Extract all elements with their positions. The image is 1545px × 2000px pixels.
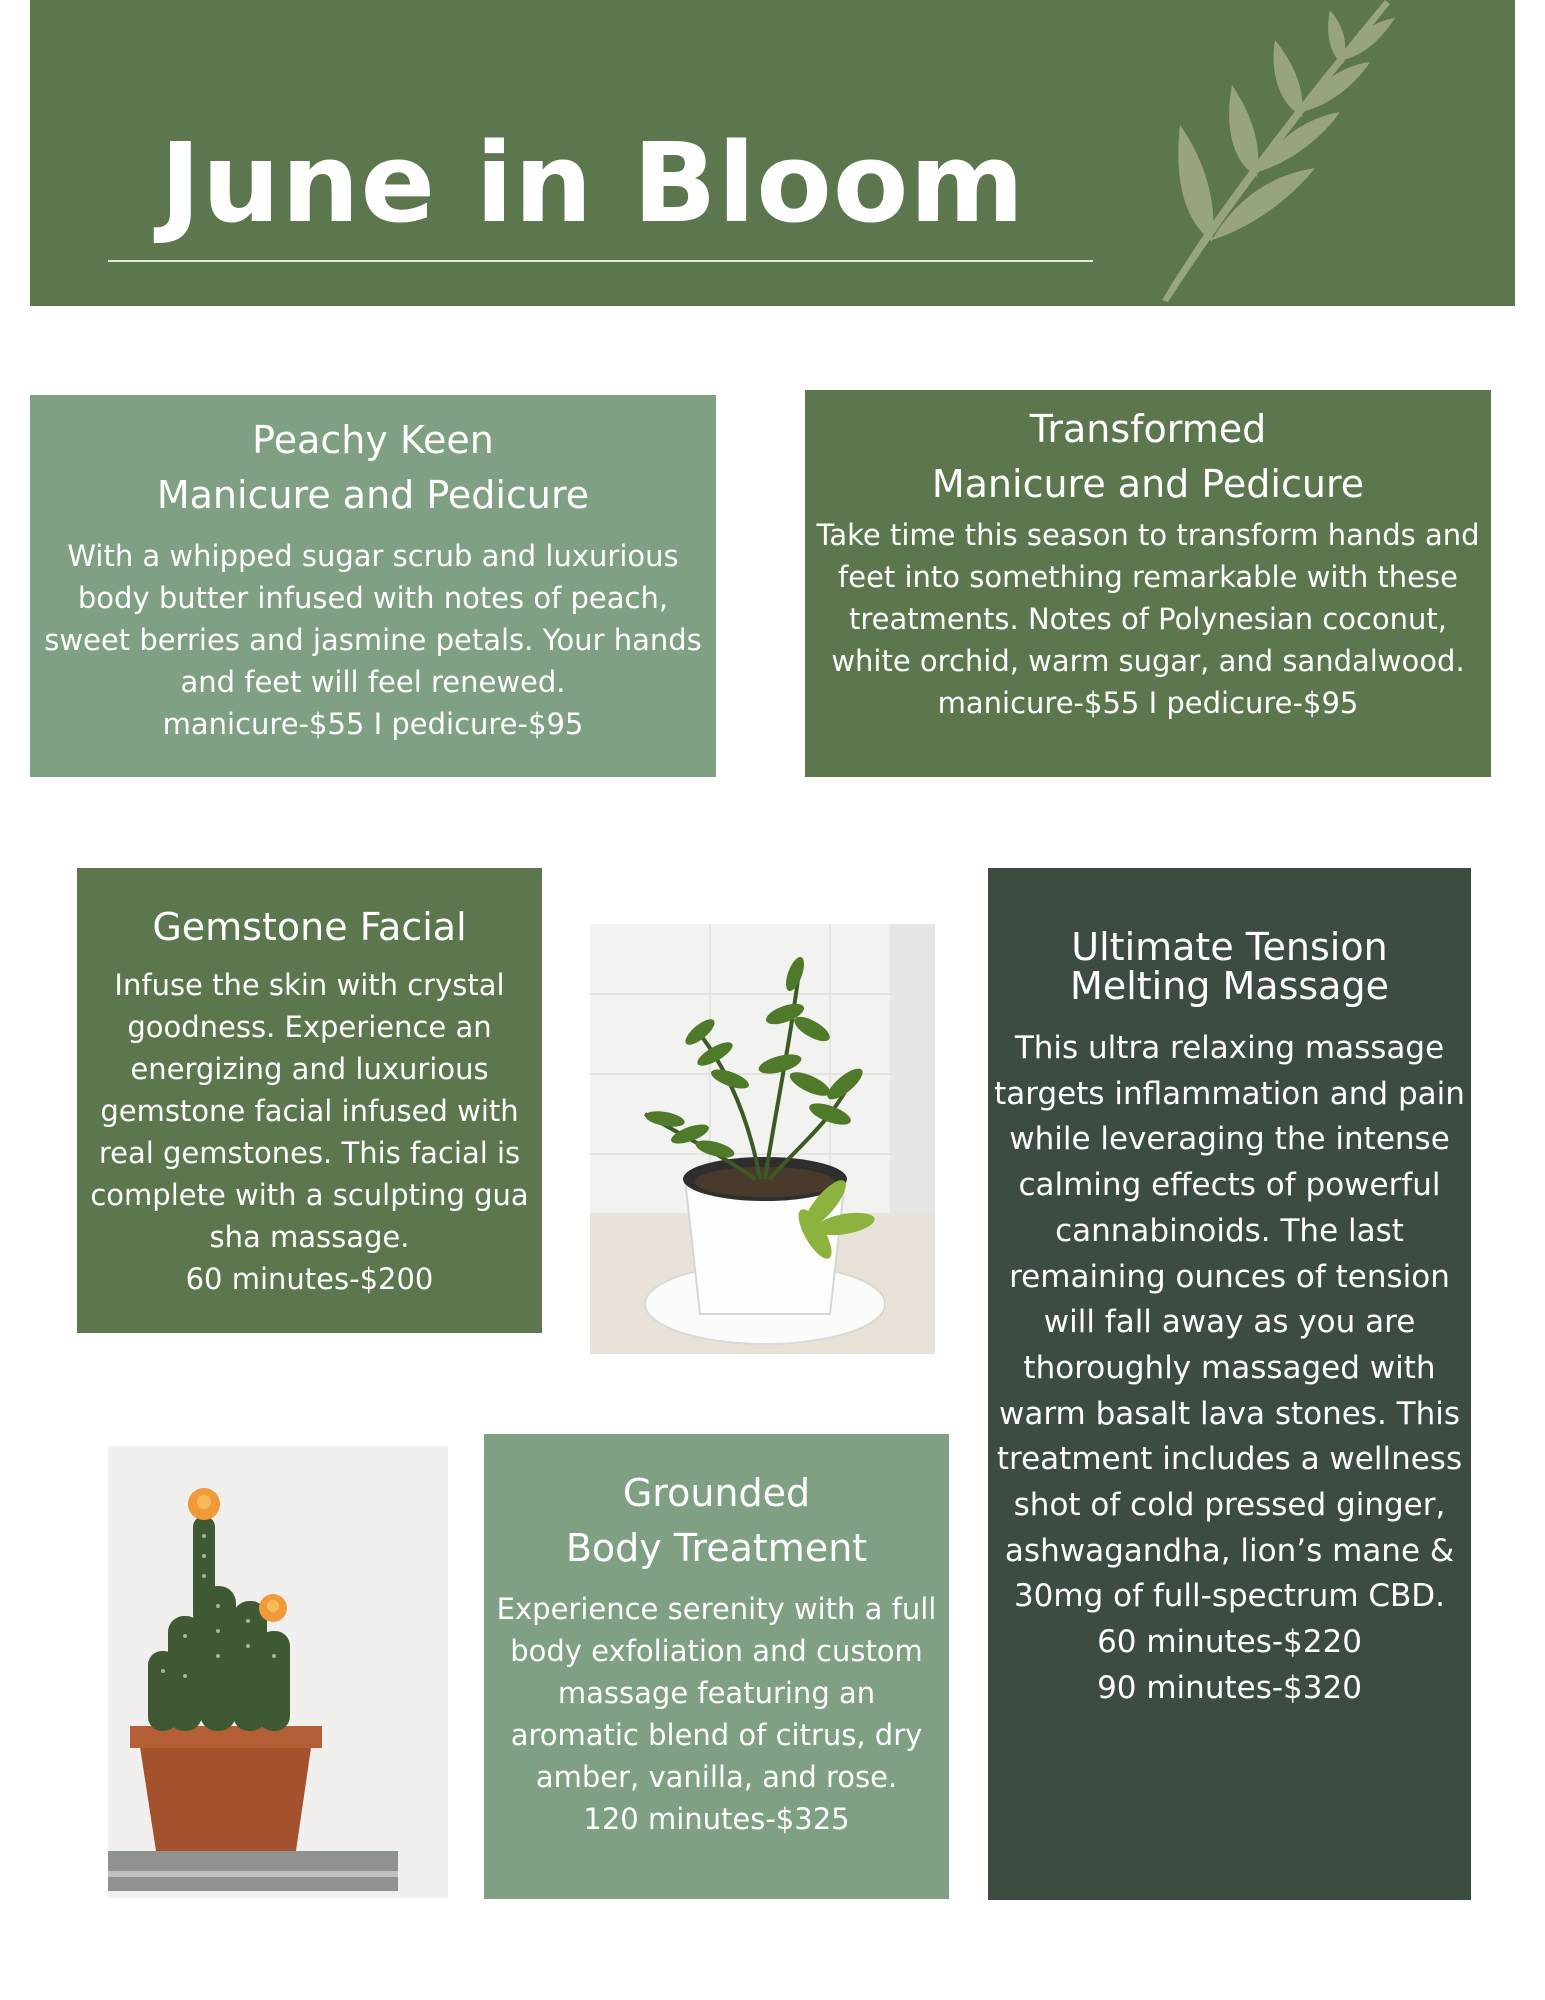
service-card-peachy-keen <box>30 395 716 777</box>
service-title-line2: Body Treatment <box>565 1526 868 1570</box>
service-title-line2: Manicure and Pedicure <box>156 473 590 517</box>
service-description <box>490 1588 943 1840</box>
leaf-branch-icon <box>1150 0 1440 306</box>
service-title <box>813 402 1483 512</box>
service-description <box>994 1026 1465 1712</box>
service-card-gemstone-facial <box>77 868 542 1333</box>
service-title-line1: Ultimate Tension <box>1071 925 1388 969</box>
service-title-line1: Gemstone Facial <box>152 905 467 949</box>
service-title-line1: Grounded <box>622 1471 811 1515</box>
service-price: 60 minutes-$200 <box>185 1262 434 1296</box>
page-title: June in Bloom <box>160 119 1026 247</box>
description-text: This ultra relaxing massage targets inflammation and pain while leveraging the intense calming effects of powerful cannabinoids. The last remaining ounces of tension will fall away as you are thoroughly massaged with warm basalt lava stones. This treatment includes a wellness shot of cold pressed ginger, ashwagandha, lion’s mane & 30mg of full-spectrum CBD. <box>994 1030 1465 1615</box>
service-title <box>994 925 1465 1008</box>
service-description <box>813 514 1483 724</box>
service-price: manicure-$55 I pedicure-$95 <box>937 686 1359 720</box>
service-title <box>38 413 708 523</box>
service-price: manicure-$55 I pedicure-$95 <box>162 707 584 741</box>
service-card-grounded-body <box>484 1434 949 1899</box>
service-card-tension-massage <box>988 868 1471 1900</box>
description-text: Experience serenity with a full body exfoliation and custom massage featuring an aromatic blend of citrus, dry amber, vanilla, and rose. <box>496 1592 937 1794</box>
title-underline <box>108 260 1093 262</box>
description-text: With a whipped sugar scrub and luxurious body butter infused with notes of peach, sweet berries and jasmine petals. Your hands and feet will feel renewed. <box>44 539 702 699</box>
potted-zz-plant-photo <box>590 924 935 1354</box>
service-price: 60 minutes-$220 <box>1097 1624 1362 1661</box>
service-title-line1: Transformed <box>1029 407 1267 451</box>
service-price: 120 minutes-$325 <box>583 1802 850 1836</box>
service-card-transformed <box>805 390 1491 777</box>
description-text: Take time this season to transform hands and feet into something remarkable with these treatments. Notes of Polynesian coconut, white orchid, warm sugar, and sandalwood. <box>816 518 1480 678</box>
service-title <box>490 1466 943 1576</box>
service-title-line1: Peachy Keen <box>252 418 494 462</box>
description-text: Infuse the skin with crystal goodness. Experience an energizing and luxurious gemstone facial infused with real gemstones. This facial is complete with a sculpting gua sha massage. <box>90 968 529 1254</box>
service-price-2: 90 minutes-$320 <box>1097 1669 1362 1706</box>
service-description <box>85 964 534 1300</box>
service-title-line2: Manicure and Pedicure <box>931 462 1365 506</box>
service-description <box>38 535 708 745</box>
service-title-line2: Melting Massage <box>1070 964 1389 1008</box>
service-title <box>85 900 534 954</box>
flowering-cactus-photo <box>108 1446 448 1898</box>
